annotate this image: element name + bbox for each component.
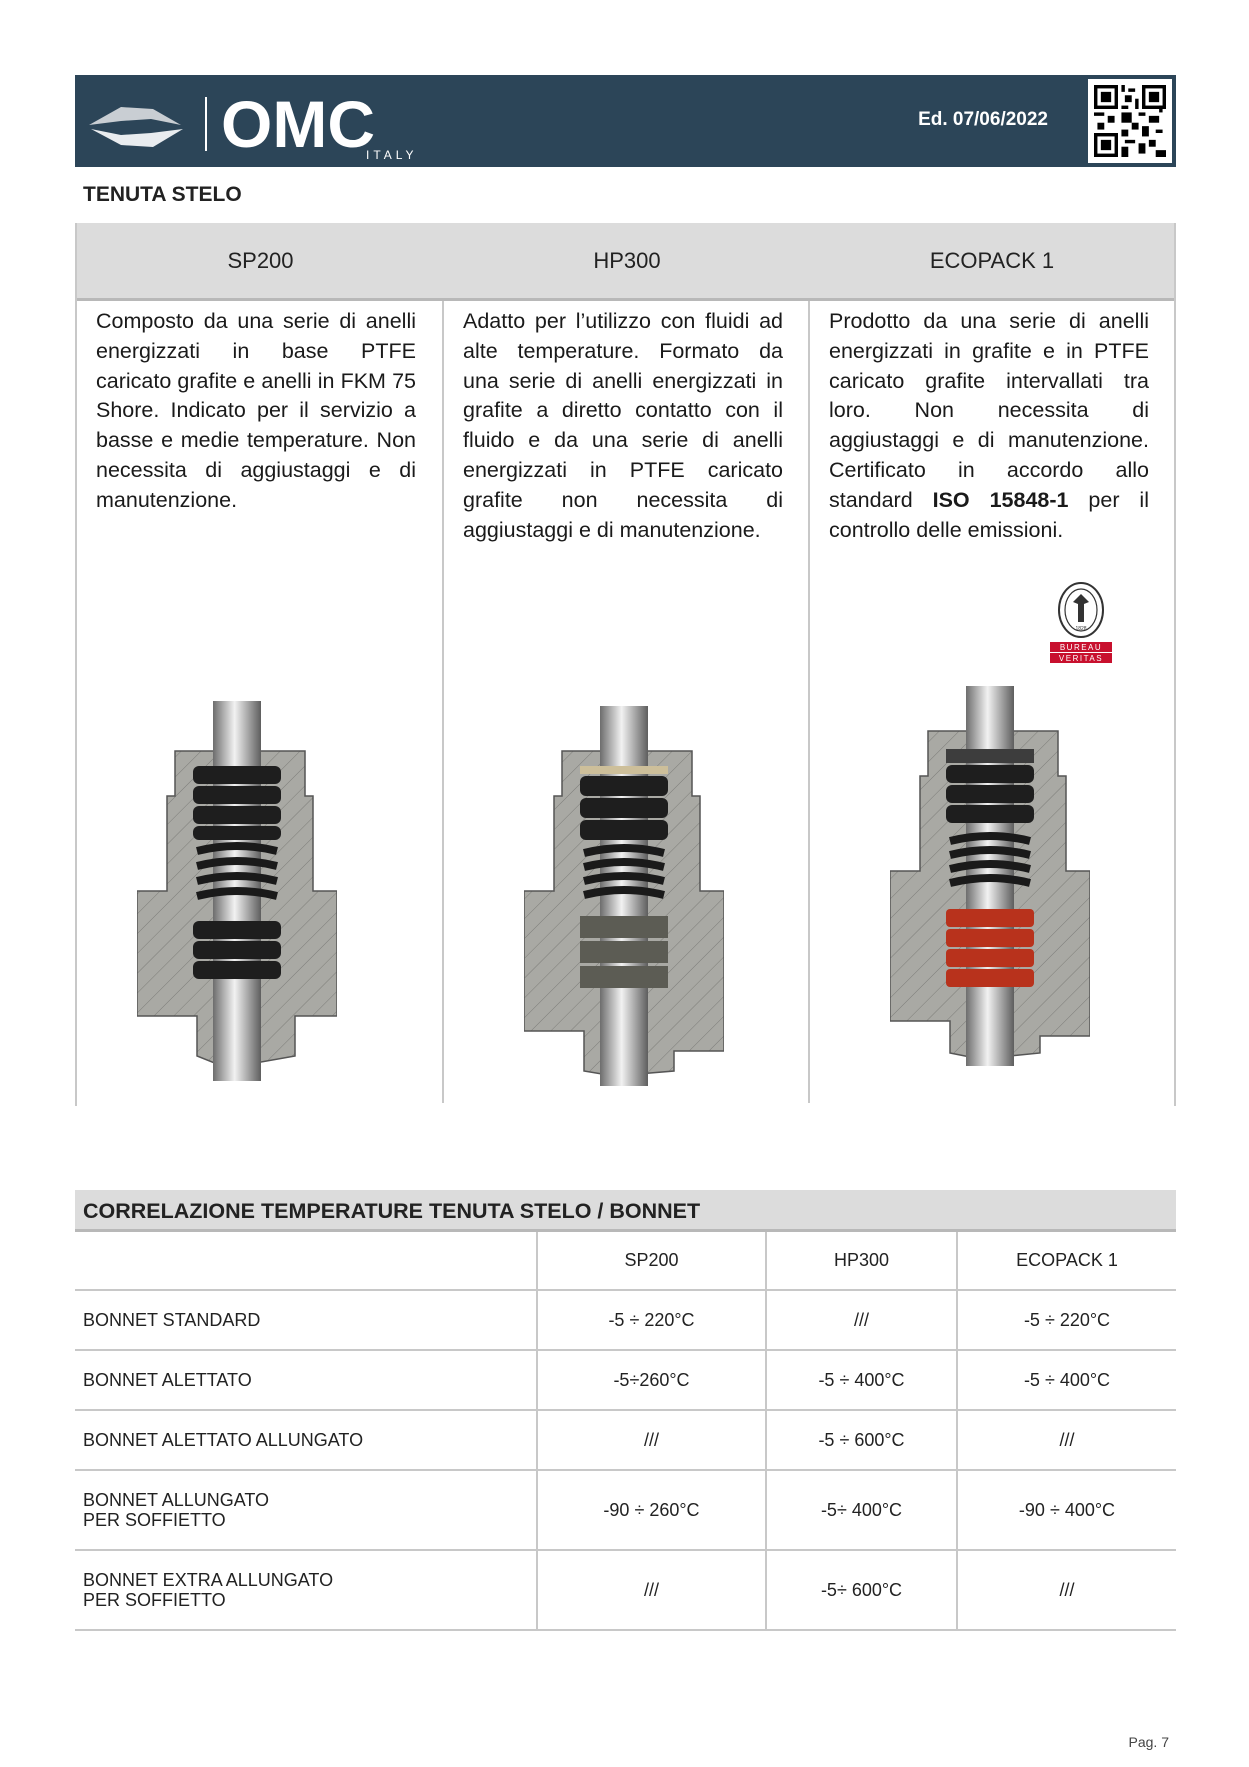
row-label: BONNET ALETTATO ALLUNGATO	[75, 1410, 537, 1470]
column-header-ecopack: ECOPACK 1	[957, 1232, 1176, 1290]
table-cell: -90 ÷ 260°C	[537, 1470, 766, 1550]
edition-date: Ed. 07/06/2022	[918, 109, 1048, 130]
sp200-stem-seal-illustration	[137, 696, 337, 1096]
table-cell: -5 ÷ 400°C	[957, 1350, 1176, 1410]
table-row	[75, 1410, 1176, 1470]
hp300-stem-seal-illustration	[524, 701, 724, 1101]
row-label-line-1: BONNET EXTRA ALLUNGATO	[83, 1570, 334, 1590]
product-column-sp200	[77, 301, 444, 1103]
row-label: BONNET ALETTATO	[75, 1350, 537, 1410]
qr-code-icon[interactable]	[1088, 79, 1172, 163]
qr-code-graphic	[1094, 85, 1166, 157]
table-cell: -5÷ 400°C	[766, 1470, 957, 1550]
table-cell: ///	[957, 1550, 1176, 1630]
page-header	[75, 75, 1176, 167]
product-name-hp300: HP300	[593, 247, 661, 273]
page-number: Pag. 7	[1128, 1734, 1169, 1750]
brand-subtext: ITALY	[366, 148, 418, 161]
correlation-table	[75, 1232, 1176, 1631]
table-cell: -5÷ 600°C	[766, 1550, 957, 1630]
section-title: TENUTA STELO	[83, 183, 242, 206]
table-cell: ///	[957, 1410, 1176, 1470]
row-label	[75, 1470, 537, 1550]
correlation-header-row	[75, 1232, 1176, 1290]
ecopack-stem-seal-illustration	[890, 681, 1090, 1081]
product-table	[75, 223, 1176, 1106]
row-label	[75, 1550, 537, 1630]
table-cell: ///	[537, 1550, 766, 1630]
brand-text: OMC	[221, 87, 375, 161]
table-row	[75, 1470, 1176, 1550]
product-table-body	[77, 301, 1174, 1103]
table-cell: -5 ÷ 220°C	[957, 1290, 1176, 1350]
row-label: BONNET STANDARD	[75, 1290, 537, 1350]
correlation-title: CORRELAZIONE TEMPERATURE TENUTA STELO / BONNET	[83, 1199, 701, 1223]
table-cell: -5 ÷ 600°C	[766, 1410, 957, 1470]
table-row	[75, 1350, 1176, 1410]
row-label-line-2: PER SOFFIETTO	[83, 1510, 226, 1530]
row-label-line-1: BONNET ALLUNGATO	[83, 1490, 270, 1510]
omc-italy-logo	[81, 85, 491, 161]
table-row	[75, 1550, 1176, 1630]
table-cell: -90 ÷ 400°C	[957, 1470, 1176, 1550]
table-cell: -5÷260°C	[537, 1350, 766, 1410]
table-cell: -5 ÷ 400°C	[766, 1350, 957, 1410]
product-description-hp300: Adatto per l’utilizzo con fluidi ad alte temperature. Formato da una serie di anelli energizzati in grafite a diretto contatto con il fluido e da una serie di anelli energizzati in PTFE caricato grafite non necessita di aggiustaggi e di manutenzione.	[463, 309, 783, 542]
product-description-sp200: Composto da una serie di anelli energizzati in base PTFE caricato grafite e anelli in FKM 75 Shore. Indicato per il servizio a basse e medie temperature. Non necessita di aggiustaggi e di manutenzione.	[96, 309, 416, 512]
bv-text-1: BUREAU	[1059, 643, 1103, 652]
table-cell: -5 ÷ 220°C	[537, 1290, 766, 1350]
table-cell: ///	[537, 1410, 766, 1470]
product-column-ecopack	[810, 301, 1174, 1103]
bureau-veritas-logo	[1046, 582, 1116, 666]
product-name-ecopack: ECOPACK 1	[929, 247, 1055, 273]
table-row	[75, 1290, 1176, 1350]
product-name-sp200: SP200	[227, 247, 294, 273]
product-table-header	[77, 223, 1174, 301]
column-header-hp300: HP300	[766, 1232, 957, 1290]
product-description-ecopack: Prodotto da una serie di anelli energizzati in grafite e in PTFE caricato grafite intervallati tra loro. Non necessita di aggiustaggi e di manutenzione. Certificato in accordo allo standard ISO 15848-1 per il controllo delle emissioni.	[829, 309, 1149, 542]
column-header-sp200: SP200	[537, 1232, 766, 1290]
correlation-corner-cell	[75, 1232, 537, 1290]
bv-year: 1828	[1075, 626, 1087, 632]
table-cell: ///	[766, 1290, 957, 1350]
bv-text-2: VERITAS	[1058, 654, 1104, 663]
correlation-title-bar	[75, 1190, 1176, 1232]
row-label-line-2: PER SOFFIETTO	[83, 1590, 226, 1610]
product-column-hp300	[444, 301, 810, 1103]
